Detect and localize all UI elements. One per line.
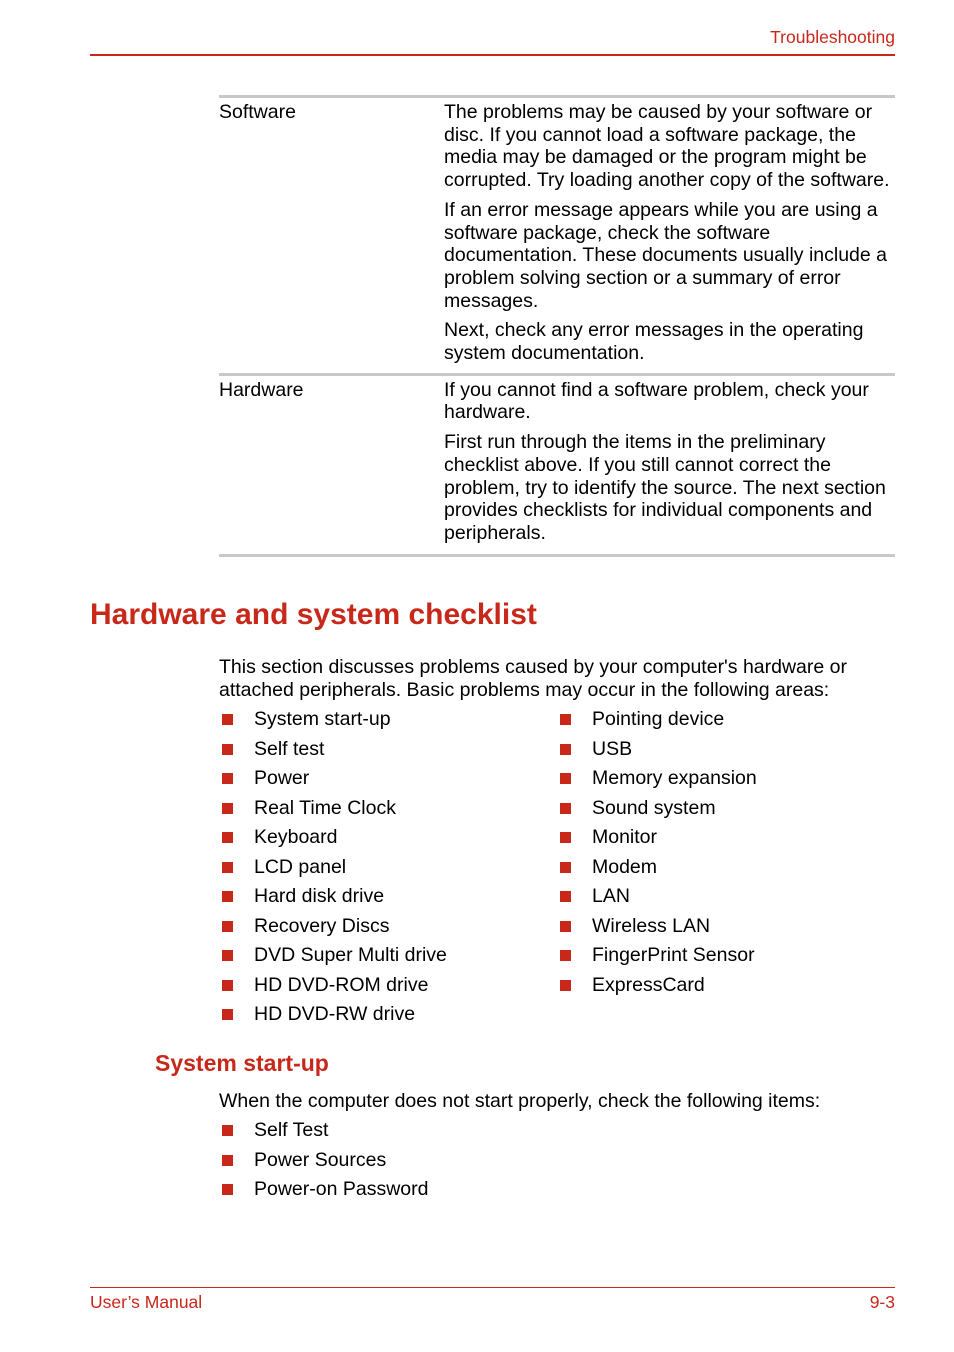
table-row: [219, 374, 895, 555]
list-item: LCD panel: [219, 856, 447, 886]
square-bullet-icon: [560, 832, 571, 843]
square-bullet-icon: [222, 714, 233, 725]
list-item: Pointing device: [557, 708, 757, 738]
square-bullet-icon: [222, 1184, 233, 1195]
square-bullet-icon: [222, 1155, 233, 1166]
square-bullet-icon: [560, 803, 571, 814]
row-description: [444, 374, 895, 555]
square-bullet-icon: [222, 980, 233, 991]
square-bullet-icon: [560, 773, 571, 784]
list-item: Keyboard: [219, 826, 447, 856]
square-bullet-icon: [560, 980, 571, 991]
square-bullet-icon: [222, 832, 233, 843]
subsection-intro: When the computer does not start properly, check the following items:: [219, 1090, 821, 1112]
footer-manual-title: User’s Manual: [90, 1292, 203, 1312]
page-number: 9-3: [869, 1292, 895, 1312]
square-bullet-icon: [560, 950, 571, 961]
row-label-hardware: Hardware: [219, 378, 304, 401]
troubleshooting-table: [219, 95, 895, 557]
list-item: Memory expansion: [557, 767, 757, 797]
list-item: FingerPrint Sensor: [557, 944, 757, 974]
square-bullet-icon: [222, 1009, 233, 1020]
list-item: Power Sources: [219, 1149, 429, 1179]
footer-rule: [90, 1287, 895, 1288]
square-bullet-icon: [222, 773, 233, 784]
square-bullet-icon: [222, 950, 233, 961]
list-item: USB: [557, 738, 757, 768]
paragraph: First run through the items in the preliminary checklist above. If you still cannot correct the problem, try to identify the source. The next section provides checklists for individual components and peripherals.: [444, 431, 886, 544]
startup-checklist: [219, 1119, 429, 1208]
list-item: Self test: [219, 738, 447, 768]
list-item: Power: [219, 767, 447, 797]
list-item: Recovery Discs: [219, 915, 447, 945]
section-heading: Hardware and system checklist: [90, 598, 537, 631]
square-bullet-icon: [222, 921, 233, 932]
list-item: DVD Super Multi drive: [219, 944, 447, 974]
checklist-left-column: [219, 708, 447, 1033]
subsection-heading: System start-up: [155, 1050, 329, 1076]
square-bullet-icon: [222, 803, 233, 814]
row-label-software: Software: [219, 101, 296, 123]
paragraph: Next, check any error messages in the operating system documentation.: [444, 319, 864, 365]
list-item: Self Test: [219, 1119, 429, 1149]
square-bullet-icon: [222, 891, 233, 902]
paragraph: The problems may be caused by your software or disc. If you cannot load a software package, the media may be damaged or the program might be corrupted. Try loading another copy of the software.: [444, 101, 890, 192]
list-item: LAN: [557, 885, 757, 915]
square-bullet-icon: [222, 744, 233, 755]
list-item: Hard disk drive: [219, 885, 447, 915]
list-item: Monitor: [557, 826, 757, 856]
list-item: Sound system: [557, 797, 757, 827]
list-item: Power-on Password: [219, 1178, 429, 1208]
running-header: Troubleshooting: [770, 27, 895, 47]
paragraph: If you cannot find a software problem, check your hardware.: [444, 378, 869, 424]
square-bullet-icon: [560, 862, 571, 873]
square-bullet-icon: [560, 921, 571, 932]
header-rule: [90, 54, 895, 56]
square-bullet-icon: [222, 1125, 233, 1136]
square-bullet-icon: [560, 744, 571, 755]
list-item: Modem: [557, 856, 757, 886]
square-bullet-icon: [222, 862, 233, 873]
section-intro: This section discusses problems caused by your computer's hardware or attached peripherals. Basic problems may occur in the following areas:: [219, 656, 847, 701]
list-item: HD DVD-RW drive: [219, 1003, 447, 1033]
list-item: ExpressCard: [557, 974, 757, 1004]
square-bullet-icon: [560, 891, 571, 902]
paragraph: If an error message appears while you are using a software package, check the software documentation. These documents usually include a problem solving section or a summary of error messages.: [444, 198, 887, 312]
square-bullet-icon: [560, 714, 571, 725]
list-item: System start-up: [219, 708, 447, 738]
row-description: [444, 97, 895, 375]
checklist-right-column: [557, 708, 757, 1003]
list-item: HD DVD-ROM drive: [219, 974, 447, 1004]
table-row: [219, 97, 895, 375]
list-item: Wireless LAN: [557, 915, 757, 945]
list-item: Real Time Clock: [219, 797, 447, 827]
